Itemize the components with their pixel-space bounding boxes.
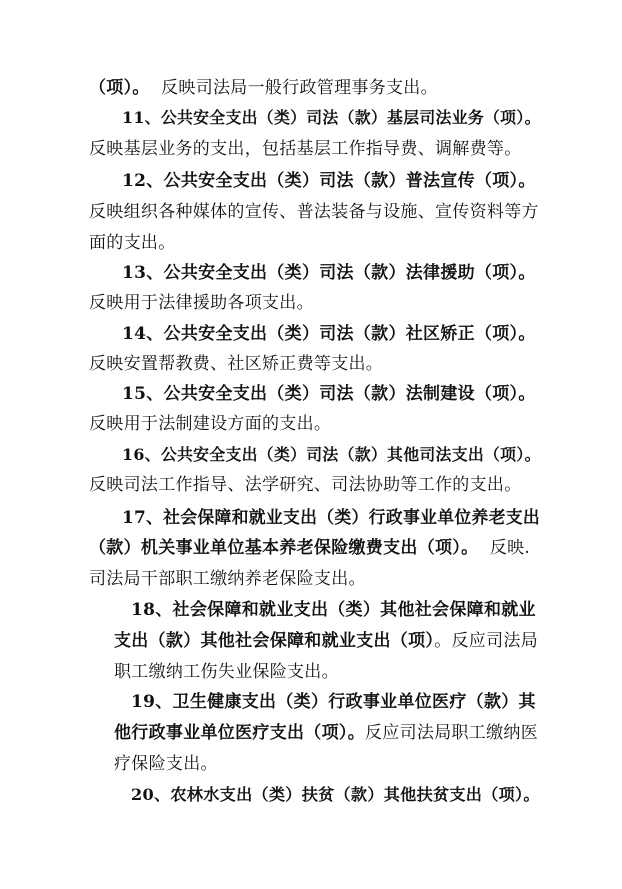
item-18-heading — [114, 629, 538, 653]
text-run-bold: 14、公共安全支出（类）司法（款）社区矫正（项）。 — [122, 324, 536, 344]
text-run-bold: 13、公共安全支出（类）司法（款）法律援助（项）。 — [122, 263, 536, 283]
text-run-bold: 19、卫生健康支出（类）行政事业单位医疗（款）其 — [131, 692, 536, 712]
text-run: 反映司法局一般行政管理事务支出。 — [149, 78, 438, 98]
text-line — [89, 76, 438, 100]
text-run-bold: 18、社会保障和就业支出（类）其他社会保障和就业 — [131, 600, 536, 620]
text-run: 反映用于法制建设方面的支出。 — [89, 414, 332, 434]
item-13-heading — [122, 261, 536, 285]
text-run-bold: 15、公共安全支出（类）司法（款）法制建设（项）。 — [122, 384, 536, 404]
item-17-description — [89, 567, 366, 591]
text-run: 反映基层业务的支出，包括基层工作指导费、调解费等。 — [89, 139, 522, 159]
item-20-heading — [131, 783, 540, 807]
item-18-description — [114, 660, 339, 684]
text-run: 反映用于法律援助各项支出。 — [89, 293, 314, 313]
text-run: 反映组织各种媒体的宣传、普法装备与设施、宣传资料等方 — [89, 202, 539, 222]
text-run: 。反应司法局 — [434, 631, 539, 651]
item-19-heading — [131, 690, 536, 714]
item-12-heading — [122, 169, 536, 193]
text-run: 面的支出。 — [89, 233, 176, 253]
text-run-bold: （款）机关事业单位基本养老保险缴费支出（项）。 — [89, 538, 479, 558]
text-run-bold: 11、公共安全支出（类）司法（款）基层司法业务（项）。 — [122, 108, 541, 127]
item-11-description — [89, 137, 522, 161]
text-run-bold: 17、社会保障和就业支出（类）行政事业单位养老支出 — [122, 507, 540, 527]
item-17-heading — [122, 505, 540, 529]
item-15-description — [89, 412, 331, 436]
text-run: 反映司法工作指导、法学研究、司法协助等工作的支出。 — [89, 475, 522, 495]
text-run: 疗保险支出。 — [114, 754, 218, 774]
item-18-heading — [131, 598, 536, 622]
item-12-description — [89, 231, 176, 255]
text-run-bold: 16、公共安全支出（类）司法（款）其他司法支出（项）。 — [122, 445, 541, 464]
text-run: 职工缴纳工伤失业保险支出。 — [114, 662, 339, 682]
text-run-bold: 12、公共安全支出（类）司法（款）普法宣传（项）。 — [122, 171, 536, 191]
item-19-description — [114, 752, 218, 776]
text-run: 司法局干部职工缴纳养老保险支出。 — [89, 569, 366, 589]
text-run-bold: （项）。 — [89, 78, 150, 98]
text-run: 反映安置帮教费、社区矫正费等支出。 — [89, 354, 384, 374]
item-14-heading — [122, 322, 536, 346]
item-14-description — [89, 352, 383, 376]
text-run-bold: 他行政事业单位医疗支出（项）。 — [114, 723, 365, 743]
text-run-bold: 20、农林水支出（类）扶贫（款）其他扶贫支出（项）。 — [131, 785, 540, 804]
text-run-bold: 支出（款）其他社会保障和就业支出（项） — [114, 631, 435, 651]
item-12-description — [89, 200, 539, 224]
item-17-heading — [89, 536, 530, 560]
text-run: 反映. — [478, 538, 531, 558]
item-15-heading — [122, 382, 536, 406]
item-16-description — [89, 473, 522, 497]
item-11-heading — [122, 106, 541, 130]
text-run: 反应司法局职工缴纳医 — [365, 723, 538, 743]
item-19-heading — [114, 721, 538, 745]
item-13-description — [89, 291, 314, 315]
item-16-heading — [122, 443, 541, 467]
